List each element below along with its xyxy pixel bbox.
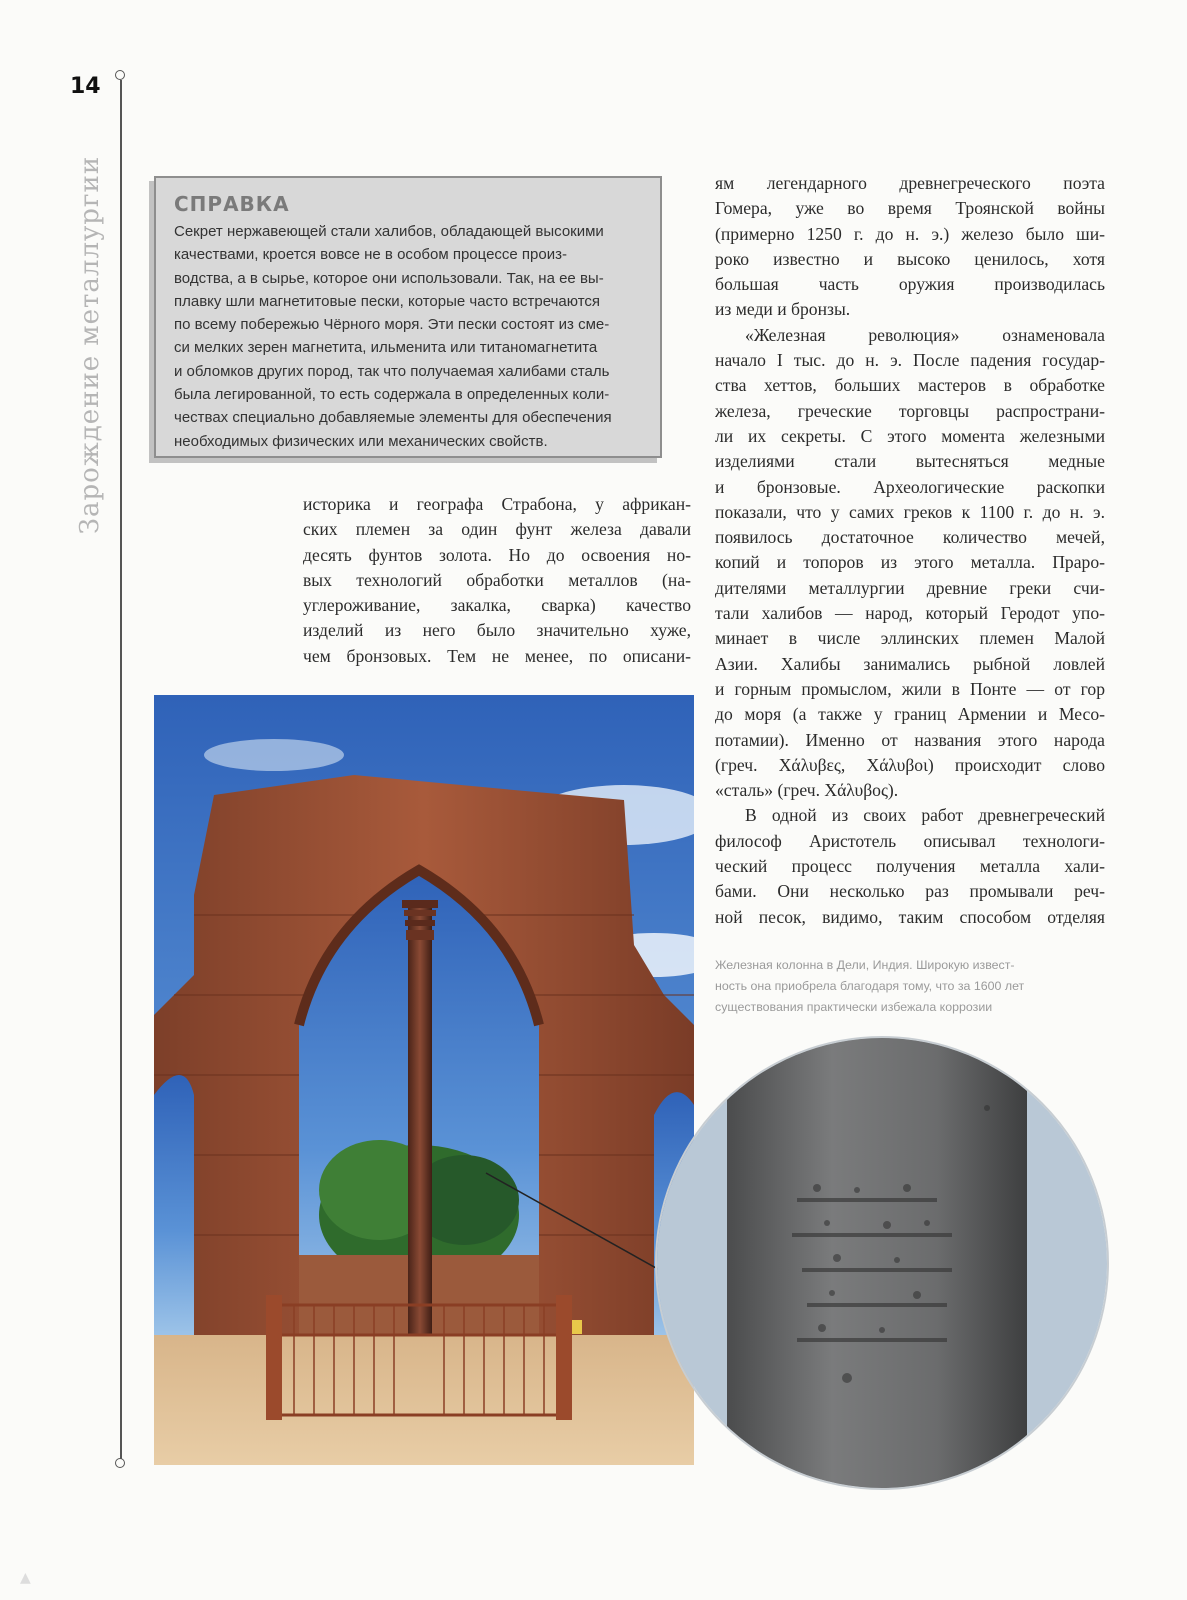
zoom-inset-inscription (655, 1036, 1109, 1490)
inscription-closeup-illustration (657, 1038, 1107, 1488)
body-line: и бронзовые. Археологические раскопки (715, 476, 1105, 497)
body-line: ческий процесс получения металла хали- (715, 856, 1105, 877)
main-photo-illustration (154, 695, 694, 1465)
caption-line: ность она приобрела благодаря тому, что за 1600 лет (715, 979, 1025, 993)
body-line: начало I тыс. до н. э. После падения государ- (715, 350, 1105, 371)
body-line: железа, греческие торговцы распространи- (715, 400, 1105, 421)
body-line: десять фунтов золота. Но до освоения но- (303, 544, 691, 565)
body-line: тали халибов — народ, который Геродот упо- (715, 603, 1105, 624)
body-line: философ Аристотель описывал технологи- (715, 830, 1105, 851)
sidebar-line: и обломков других пород, так что получаемая халибами сталь (174, 362, 610, 380)
main-photo-iron-pillar (154, 695, 694, 1465)
sidebar-line: необходимых физических или механических свойств. (174, 432, 548, 450)
sidebar-body (174, 220, 644, 453)
photo-caption (715, 955, 1105, 1018)
margin-rule (120, 80, 122, 1465)
body-line: углероживание, закалка, сварка) качество (303, 595, 691, 616)
sidebar-line: си мелких зерен магнетита, ильменита или титаномагнетита (174, 339, 598, 357)
sidebar-line: Секрет нержавеющей стали халибов, обладающей высокими (174, 223, 604, 240)
body-line: копий и топоров из этого металла. Прaро- (715, 552, 1105, 573)
body-line: ства хеттов, больших мастеров в обработке (715, 375, 1105, 396)
body-line: (греч. Χάλυβες, Χάλυβοι) происходит слово (715, 754, 1105, 775)
sidebar-line: водства, а в сырье, которое они использовали. Так, на ее вы- (174, 269, 604, 287)
sidebar-line: плавку шли магнетитовые пески, которые часто встречаются (174, 292, 601, 310)
body-line: «сталь» (греч. Χάλυβος). (715, 780, 899, 801)
body-line: В одной из своих работ древнегреческий (745, 805, 1105, 826)
page-number: 14 (70, 74, 101, 99)
body-line: ям легендарного древнегреческого поэта (715, 173, 1105, 193)
sidebar-line: чествах специально добавляемые элементы для обеспечения (174, 409, 612, 427)
body-line: ских племен за один фунт железа давали (303, 519, 691, 540)
reference-sidebar (154, 176, 662, 458)
sidebar-line: по всему побережью Чёрного моря. Эти пески состоят из сме- (174, 316, 610, 334)
sidebar-line: качествами, кроется вовсе не в особом процессе произ- (174, 246, 567, 264)
body-line: Гомера, уже во время Троянской войны (715, 198, 1105, 219)
body-text-right-column (715, 171, 1105, 930)
sidebar-heading: СПРАВКА (174, 192, 290, 216)
body-line: большая часть оружия производилась (715, 274, 1105, 295)
body-line: минает в числе эллинских племен Малой (715, 628, 1105, 649)
body-line: и горным промыслом, жили в Понте — от гор (715, 678, 1105, 699)
margin-rule-bottom-dot (115, 1458, 125, 1468)
body-line: (примерно 1250 г. до н. э.) железо было ши- (715, 223, 1105, 244)
body-line: Азии. Халибы занимались рыбной ловлей (715, 653, 1105, 674)
body-line: изделий из него было значительно хуже, (303, 620, 691, 641)
body-line: «Железная революция» ознаменовала (745, 324, 1105, 345)
body-line: появилось достаточное количество мечей, (715, 527, 1105, 548)
body-line: вых технологий обработки металлов (на- (303, 569, 691, 590)
chapter-title-vertical: Зарождение металлургии (75, 155, 105, 535)
sidebar-line: была легированной, то есть содержала в определенных коли- (174, 386, 610, 404)
caption-line: существования практически избежала коррозии (715, 1000, 993, 1014)
body-line: ли их секреты. С этого момента железными (715, 425, 1105, 446)
body-line: дителями металлургии древние греки счи- (715, 577, 1105, 598)
body-line: чем бронзовых. Тем не менее, по описани- (303, 645, 691, 666)
body-line: историка и географа Страбона, у африкан- (303, 494, 691, 514)
corner-mark: ▲ (20, 1570, 31, 1586)
margin-rule-top-dot (115, 70, 125, 80)
caption-line: Железная колонна в Дели, Индия. Широкую извест- (715, 958, 1015, 972)
body-line: показали, что у самих греков к 1100 г. до н. э. (715, 501, 1105, 522)
body-text-left-column (303, 492, 691, 669)
body-line: из меди и бронзы. (715, 299, 851, 320)
body-line: до моря (а также у границ Армении и Месо- (715, 704, 1105, 725)
body-line: бами. Они несколько раз промывали реч- (715, 881, 1105, 902)
body-line: изделиями стали вытесняться медные (715, 451, 1105, 472)
body-line: ной песок, видимо, таким способом отделяя (715, 906, 1105, 927)
body-line: потамии). Именно от названия этого народа (715, 729, 1105, 750)
body-line: роко известно и высоко ценилось, хотя (715, 248, 1105, 269)
